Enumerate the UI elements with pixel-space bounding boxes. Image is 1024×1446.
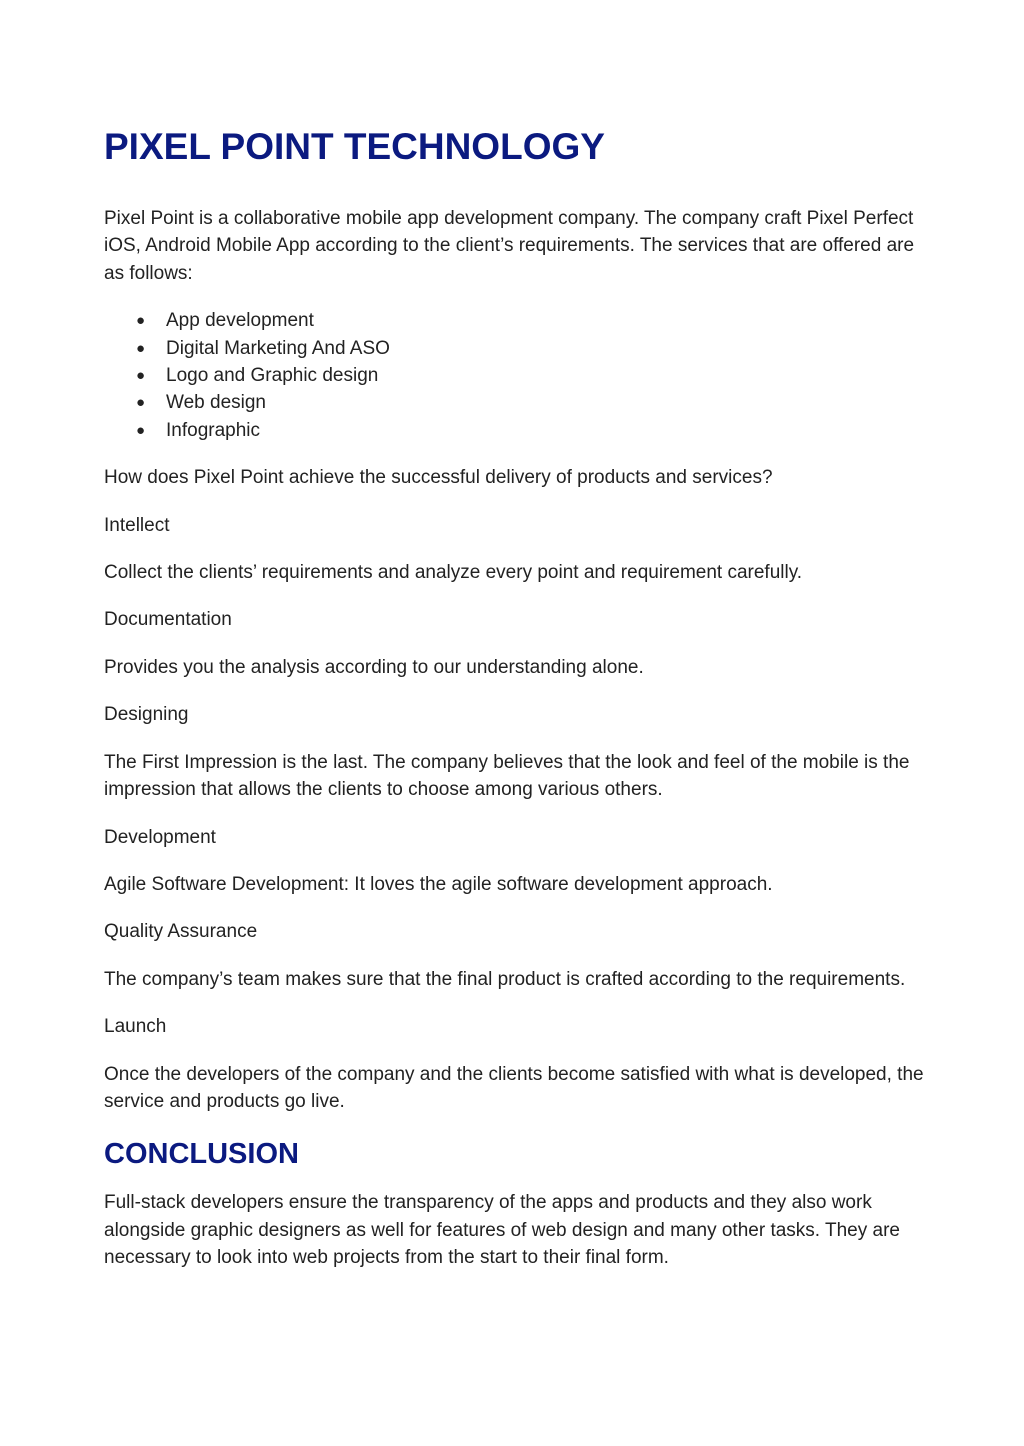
service-label: Web design	[166, 392, 266, 414]
document-title: PIXEL POINT TECHNOLOGY	[104, 126, 605, 167]
step-heading-intellect: Intellect	[104, 514, 170, 536]
step-text-development: Agile Software Development: It loves the agile software development approach.	[104, 873, 773, 895]
step-heading-designing: Designing	[104, 704, 189, 726]
bullet-icon: ●	[136, 339, 146, 357]
bullet-icon: ●	[136, 394, 146, 412]
step-text-designing: The First Impression is the last. The company believes that the look and feel of the mobile is the impression that allows the clients to choose among various others.	[104, 751, 910, 801]
step-text-documentation: Provides you the analysis according to our understanding alone.	[104, 656, 644, 678]
step-text-launch: Once the developers of the company and the clients become satisfied with what is developed, the service and products go live.	[104, 1063, 924, 1112]
list-item	[104, 389, 934, 416]
step-heading-quality-assurance: Quality Assurance	[104, 921, 258, 943]
list-item	[104, 362, 934, 389]
bullet-icon: ●	[136, 367, 146, 385]
intro-paragraph: Pixel Point is a collaborative mobile app development company. The company craft Pixel Perfect iOS, Android Mobile App according to the client’s requirements. The services that are offered are as follows:	[104, 208, 915, 284]
list-item	[104, 335, 934, 362]
step-heading-launch: Launch	[104, 1016, 167, 1038]
bullet-icon: ●	[136, 312, 146, 330]
service-label: Digital Marketing And ASO	[166, 337, 390, 359]
step-text-quality-assurance: The company’s team makes sure that the final product is crafted according to the requirements.	[104, 968, 906, 990]
document-body	[104, 205, 934, 1292]
step-heading-development: Development	[104, 826, 216, 848]
service-label: Logo and Graphic design	[166, 365, 379, 387]
question-paragraph: How does Pixel Point achieve the successful delivery of products and services?	[104, 467, 773, 489]
list-item	[104, 417, 934, 444]
conclusion-paragraph: Full-stack developers ensure the transparency of the apps and products and they also work alongside graphic designers as well for features of web design and many other tasks. They are necessary to look into web projects from the start to their final form.	[104, 1192, 900, 1269]
service-label: Infographic	[166, 419, 261, 441]
bullet-icon: ●	[136, 421, 146, 439]
list-item	[104, 307, 934, 334]
service-label: App development	[166, 310, 314, 332]
services-list	[104, 307, 934, 444]
step-heading-documentation: Documentation	[104, 609, 232, 631]
step-text-intellect: Collect the clients’ requirements and analyze every point and requirement carefully.	[104, 562, 803, 584]
conclusion-heading: CONCLUSION	[104, 1138, 299, 1171]
